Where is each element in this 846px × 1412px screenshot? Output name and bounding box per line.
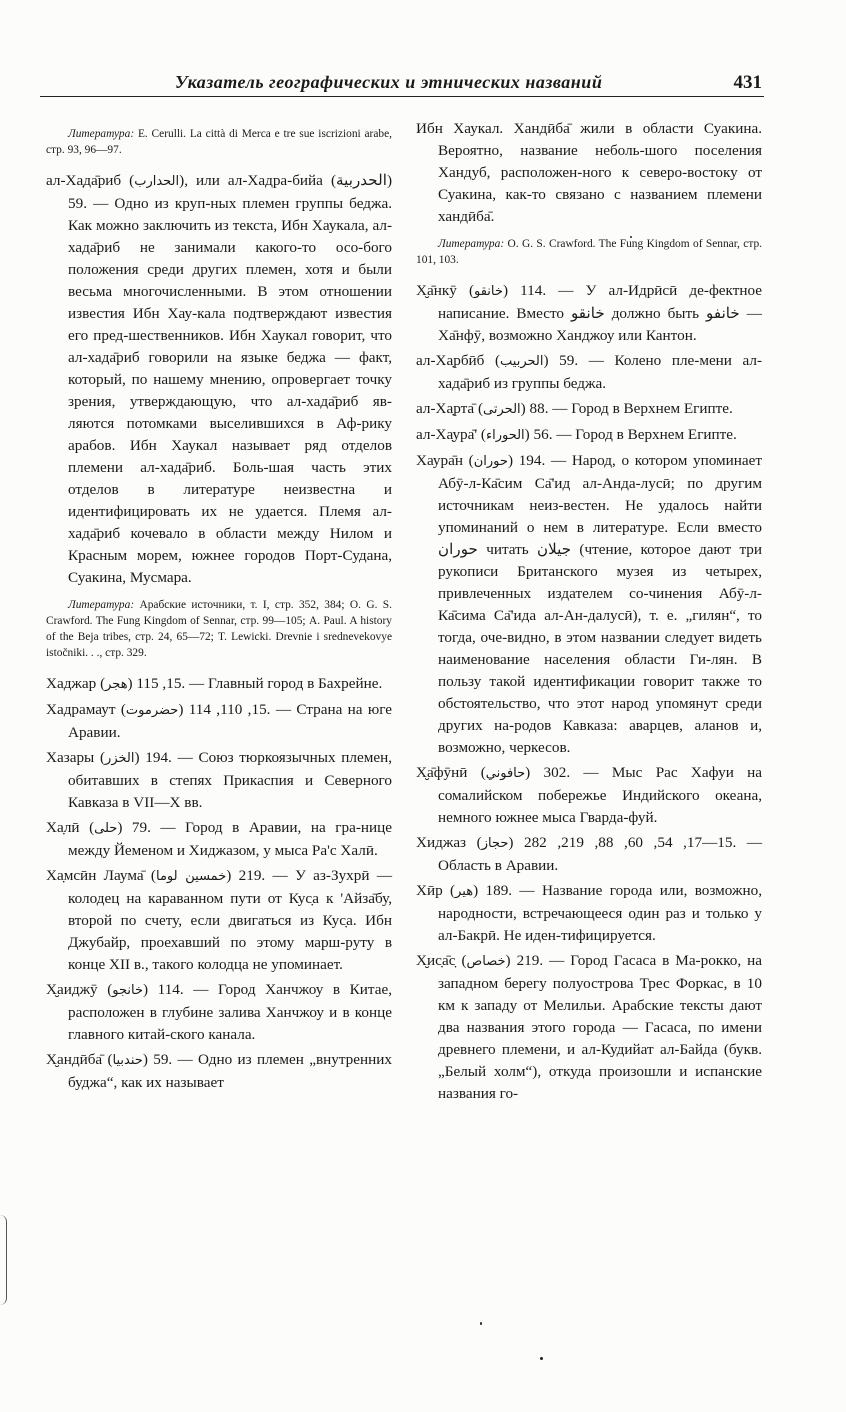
index-entry: Х̮а̄фӯнӣ (حافوني) 302. — Мыс Рас Хафуи на сомалийском побережье Индийского океана, немного южнее мыса Гварда-фуй. bbox=[416, 764, 763, 826]
arabic-spelling: حجاز bbox=[481, 836, 509, 851]
arabic-spelling: هير bbox=[455, 884, 474, 899]
index-entry bbox=[416, 118, 762, 228]
arabic-spelling: الحرتى bbox=[483, 402, 521, 417]
literature-label: Литература: bbox=[68, 128, 135, 140]
entry-headword: Хаура̄н bbox=[416, 452, 463, 469]
entry-headword: ал-Ха̣рта̄ bbox=[416, 400, 475, 417]
arabic-spelling: الخزر bbox=[105, 751, 135, 766]
entry-headword: Ха̣лӣ bbox=[46, 819, 80, 836]
index-entry: Хӣр (هير) 189. — Название города или, возможно, народности, встречающееся один раз и только у ал-Бакрӣ. Не иден-тифицируется. bbox=[416, 882, 763, 944]
entry-text: 219. — У аз-Зухрӣ — колодец на караванном пути от Кус̣а к 'Айза̄бу, второй по счету, если двигаться из Кус̣а. Ибн Джубайр, проехавший по этому марш-руту в конце XII в., такого колодца не упоминает. bbox=[68, 867, 393, 973]
literature-label: Литература: bbox=[438, 238, 505, 250]
literature-note bbox=[46, 597, 392, 661]
entry-headword: Х̮андӣба̄ bbox=[46, 1051, 103, 1068]
literature-note bbox=[416, 236, 762, 268]
entry-headword: Хазары bbox=[46, 749, 95, 766]
index-entry: ал-Ха̣ура̄' (الحوراء) 56. — Город в Верхнем Египте. bbox=[416, 426, 737, 443]
entry-headword: Х̮аиджӯ bbox=[46, 981, 98, 998]
entry-text: 194. — Союз тюркоязычных племен, обитавших в степях Прикаспия и Северного Кавказа в VII—X вв. bbox=[68, 749, 392, 811]
entry-headword: Хадрамаут bbox=[46, 701, 116, 718]
speck bbox=[630, 236, 632, 238]
arabic-spelling: حافوني bbox=[485, 766, 526, 781]
entry-text: 56. — Город в Верхнем Египте. bbox=[529, 426, 737, 443]
literature-label: Литература: bbox=[68, 599, 135, 611]
index-entry: Хазары (الخزر) 194. — Союз тюркоязычных племен, обитавших в степях Прикаспия и Северного Кавказа в VII—X вв. bbox=[46, 749, 392, 811]
entry-headword: Х̮а̄нкӯ bbox=[416, 282, 457, 299]
index-entry: ал-Ха̣рта̄ (الحرتى) 88. — Город в Верхнем Египте. bbox=[416, 400, 733, 417]
literature-note bbox=[46, 126, 392, 158]
entry-text: 15, 110, 114. — Страна на юге Аравии. bbox=[68, 701, 393, 741]
index-entry: Х̮аиджӯ (خانجو) 114. — Город Ханчжоу в Китае, расположен в глубине залива Ханчжоу и в конце главного китай-ского канала. bbox=[46, 981, 392, 1043]
index-entry: Хаура̄н (حوران) 194. — Народ, о котором упоминает Абӯ-л-Ка̄сим Са̄'ид ал-Анда-лусӣ; по другим источникам неиз-вестен. Не удалось найти упоминаний о нем в литературе. Если вместо حوران читать جيلان (чтение, которое дают три рукописи Британского музея из четырех, привлеченных издателем со-чинения Абӯ-л-Ка̄сима Са̄'ида ал-Ан-далусӣ), т. е. „гилян“, то тогда, оче-видно, в этом названии следует видеть наименование населения области Ги-лян. В пользу такой идентификации говорит также то обстоятельство, что этот народ упомянут среди других на-родов Кавказа: аварцев, аланов и, возможно, черкесов. bbox=[416, 452, 762, 756]
entry-text: 302. — Мыс Рас Хафуи на сомалийском побережье Индийского океана, немного южнее мыса Гварда-фуй. bbox=[438, 764, 763, 826]
arabic-spelling: الحربيب bbox=[500, 354, 544, 369]
entry-text: , или ал-Хадра-бийа (الحدربية) 59. — Одно из круп-ных племен группы беджа. Как можно заключить из текста, Ибн Хаукала, ал-хада̄риб не занимали какого-то осо-бого положения среди других племен, хотя и были весьма многочисленными. В этом отношении известия Ибн Хау-кала подтверждают известия его пред-шественников. Ибн Хаукал говорит, что ал-хада̄риб говорили на языке беджа — факт, который, по нашему мнению, опровергает точку зрения, утверждающую, что ал-хада̄риб яв-ляются потомками выселившихся в Аф-рику арабов. Ибн Хаукал называет ряд отделов племени ал-хада̄риб. Боль-шая часть этих отделов в литературе неизвестна и идентифицировать их не удается. Племя ал-хада̄риб кочевало в области между Нилом и Красным морем, южнее городов Порт-Судана, Суакина, Мусмара. bbox=[68, 172, 392, 586]
entry-headword: ал-Ха̣да̄риб bbox=[46, 172, 122, 189]
entry-headword: Ха̣мсӣн Лаума̄ bbox=[46, 867, 144, 884]
entry-text: Ибн Хаукал. Хандӣба̄ жили в области Суакина. Вероятно, название неболь-шого поселения Хандуб, расположен-ного к северо-востоку от Суакина, как-то связано с названием племени хандӣба̄. bbox=[416, 120, 762, 225]
entry-text: 114. — Город Ханчжоу в Китае, расположен в глубине залива Ханчжоу и в конце главного китай-ского канала. bbox=[68, 981, 392, 1043]
entry-headword: Хаджар bbox=[46, 675, 97, 692]
arabic-spelling: الحوراء bbox=[485, 428, 525, 443]
entry-text: 194. — Народ, о котором упоминает Абӯ-л-Ка̄сим Са̄'ид ал-Анда-лусӣ; по другим источникам неиз-вестен. Не удалось найти упоминаний о нем в литературе. Если вместо حوران читать جيلان (чтение, которое дают три рукописи Британского музея из четырех, привлеченных издателем со-чинения Абӯ-л-Ка̄сима Са̄'ида ал-Ан-далусӣ), т. е. „гилян“, то тогда, оче-видно, в этом названии следует видеть наименование населения области Ги-лян. В пользу такой идентификации говорит также то обстоятельство, что этот народ упомянут среди других на-родов Кавказа: аварцев, аланов и, возможно, черкесов. bbox=[438, 452, 762, 756]
arabic-spelling: خصاص bbox=[466, 954, 506, 969]
arabic-spelling: حندبيا bbox=[112, 1053, 143, 1068]
entry-text: 15, 115. — Главный город в Бахрейне. bbox=[132, 675, 383, 692]
entry-text: 114. — У ал-Идрӣсӣ де-фектное написание. Вместо خانقو должно быть خانفو — Ха̄нфӯ, возможно Ханджоу или Кантон. bbox=[438, 282, 763, 344]
index-entry: Х̮ис̣а̄с̣ (خصاص) 219. — Город Гасаса в Ма-рокко, на западном берегу полуострова Трес Форкас, в 10 км к западу от Мелильи. Арабские тексты дают два названия этого города — Гасаса, по имени древнего племени, и ал-Кудийат ал-Байда (букв. „Белый холм“), откуда произошли и испанские названия го- bbox=[416, 952, 763, 1102]
entry-text: 219. — Город Гасаса в Ма-рокко, на западном берегу полуострова Трес Форкас, в 10 км к западу от Мелильи. Арабские тексты дают два названия этого города — Гасаса, по имени древнего племени, и ал-Кудийат ал-Байда (букв. „Белый холм“), откуда произошли и испанские названия го- bbox=[438, 952, 763, 1102]
index-entry: Ха̣мсӣн Лаума̄ (خمسين لوما) 219. — У аз-Зухрӣ — колодец на караванном пути от Кус̣а к 'Айза̄бу, второй по счету, если двигаться из Кус̣а. Ибн Джубайр, проехавший по этому марш-руту в конце XII в., такого колодца не упоминает. bbox=[46, 867, 393, 973]
index-entry: ал-Ха̣да̄риб (الحدارب), или ал-Хадра-бийа (الحدربية) 59. — Одно из круп-ных племен группы беджа. Как можно заключить из текста, Ибн Хаукала, ал-хада̄риб не занимали какого-то осо-бого положения среди других племен, хотя и были весьма многочисленными. В этом отношении известия Ибн Хау-кала подтверждают известия его пред-шественников. Ибн Хаукал говорит, что ал-хада̄риб говорили на языке беджа — факт, который, по нашему мнению, опровергает точку зрения, утверждающую, что ал-хада̄риб яв-ляются потомками выселившихся в Аф-рику арабов. Ибн Хаукал называет ряд отделов племени ал-хада̄риб. Боль-шая часть этих отделов в литературе неизвестна и идентифицировать их не удается. Племя ал-хада̄риб кочевало в области между Нилом и Красным морем, южнее городов Порт-Судана, Суакина, Мусмара. bbox=[46, 172, 392, 586]
index-entry: Х̮андӣба̄ (حندبيا) 59. — Одно из племен „внутренних буджа“, как их называет bbox=[46, 1051, 392, 1091]
entry-text: 15—17, 54, 60, 88, 219, 282. — Область в Аравии. bbox=[438, 834, 763, 874]
running-title: Указатель географических и этнических названий bbox=[175, 72, 603, 92]
arabic-spelling: الحدارب bbox=[134, 174, 180, 189]
entry-headword: Х̮ис̣а̄с̣ bbox=[416, 952, 456, 969]
arabic-spelling: حلى bbox=[94, 821, 118, 836]
left-column bbox=[46, 118, 392, 1097]
running-header bbox=[40, 72, 764, 97]
speck bbox=[480, 1322, 482, 1325]
entry-headword: Хӣр bbox=[416, 882, 443, 899]
arabic-spelling: حضرموت bbox=[125, 703, 179, 718]
entry-text: 59. — Колено пле-мени ал-хада̄риб из группы беджа. bbox=[438, 352, 763, 392]
entry-text: 189. — Название города или, возможно, народности, встречающееся один раз и только у ал-Бакрӣ. Не иден-тифицируется. bbox=[438, 882, 763, 944]
index-entry: Хадрамаут (حضرموت) 15, 110, 114. — Страна на юге Аравии. bbox=[46, 701, 393, 741]
entry-text: 79. — Город в Аравии, на гра-нице между Йеменом и Хиджазом, у мыса Ра'с Халӣ. bbox=[68, 819, 392, 859]
literature-text: Арабские источники, т. I, стр. 352, 384; O. G. S. Crawford. The Fung Kingdom of Sennar, стр. 99—105; A. Paul. A history of the Beja tribes, стр. 24, 65—72; T. Lewicki. Drevnie i srednevekovye istočniki. . ., стр. 329. bbox=[46, 599, 392, 659]
arabic-spelling: خانقو bbox=[474, 284, 503, 299]
index-entry: Хиджаз (حجاز) 15—17, 54, 60, 88, 219, 282. — Область в Аравии. bbox=[416, 834, 763, 874]
index-entry: Ха̣лӣ (حلى) 79. — Город в Аравии, на гра-нице между Йеменом и Хиджазом, у мыса Ра'с Халӣ. bbox=[46, 819, 392, 859]
margin-mark bbox=[0, 1215, 7, 1305]
index-entry: Хаджар (هجر) 15, 115. — Главный город в Бахрейне. bbox=[46, 675, 383, 692]
entry-text: 88. — Город в Верхнем Египте. bbox=[525, 400, 733, 417]
speck bbox=[540, 1357, 543, 1360]
entry-headword: Х̮а̄фӯнӣ bbox=[416, 764, 468, 781]
arabic-spelling: خانجو bbox=[112, 983, 144, 998]
entry-headword: Хиджаз bbox=[416, 834, 467, 851]
right-column bbox=[416, 118, 762, 1108]
entry-headword: ал-Ха̣ура̄' bbox=[416, 426, 478, 443]
literature-text: O. G. S. Crawford. The Fung Kingdom of Sennar, стр. 101, 103. bbox=[416, 238, 762, 266]
page-number: 431 bbox=[733, 72, 762, 93]
arabic-spelling: خمسين لوما bbox=[155, 869, 227, 884]
arabic-spelling: هجر bbox=[105, 677, 128, 692]
index-entry: ал-Ха̣рбӣб (الحربيب) 59. — Колено пле-мени ал-хада̄риб из группы беджа. bbox=[416, 352, 763, 392]
entry-text: 59. — Одно из племен „внутренних буджа“, как их называет bbox=[68, 1051, 392, 1091]
arabic-spelling: حوران bbox=[473, 454, 508, 469]
entry-headword: ал-Ха̣рбӣб bbox=[416, 352, 485, 369]
literature-text: E. Cerulli. La città di Merca e tre sue iscrizioni arabe, стр. 93, 96—97. bbox=[46, 128, 392, 156]
index-entry: Х̮а̄нкӯ (خانقو) 114. — У ал-Идрӣсӣ де-фектное написание. Вместо خانقو должно быть خانفو — Ха̄нфӯ, возможно Ханджоу или Кантон. bbox=[416, 282, 763, 344]
